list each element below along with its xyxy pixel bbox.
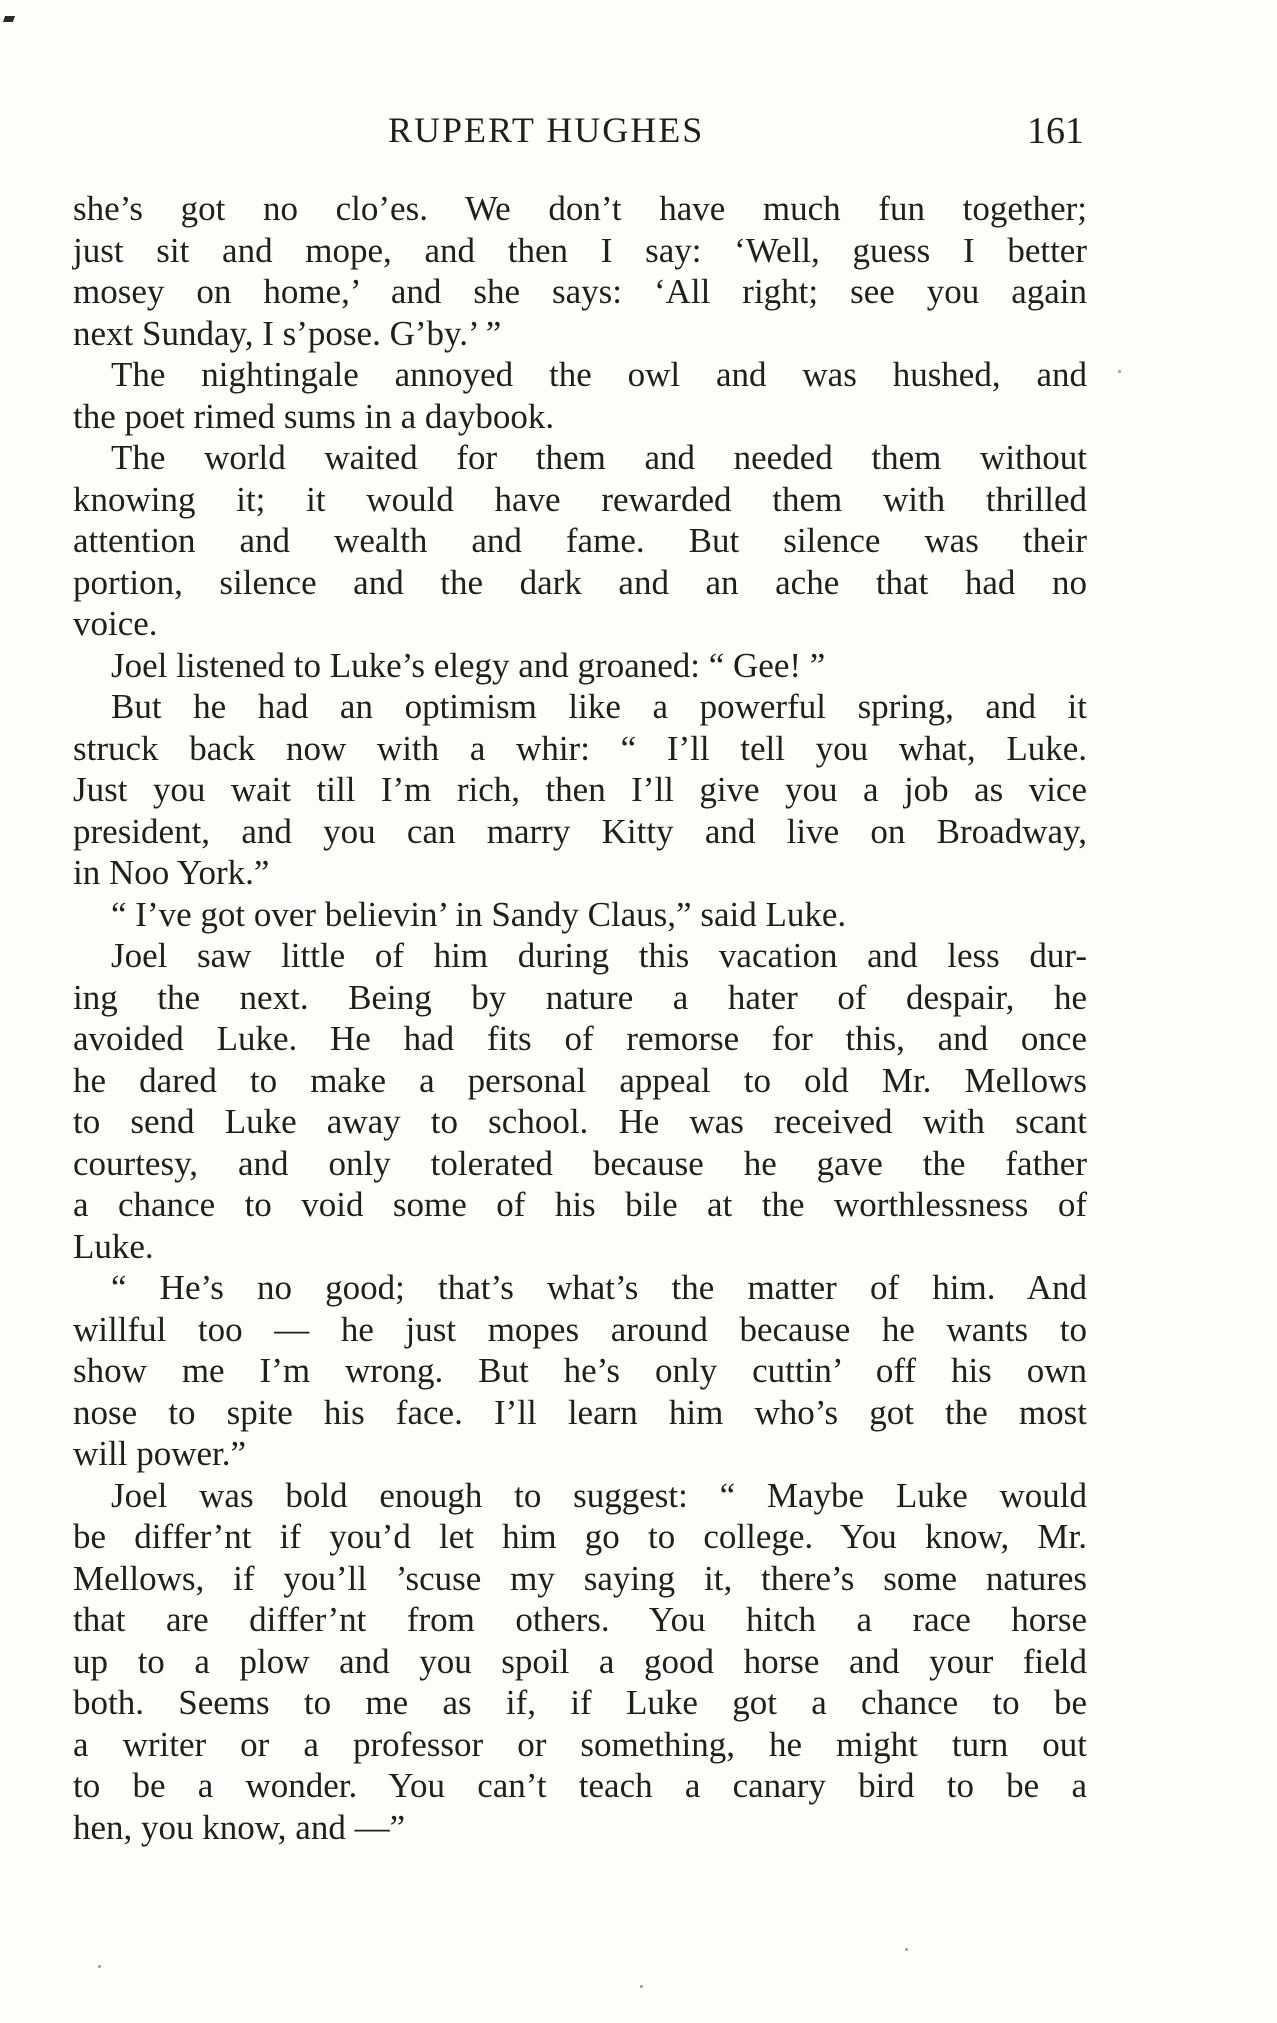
text-line: be differ’nt if you’d let him go to college. You know, Mr.	[73, 1517, 1087, 1556]
paper-speck	[1118, 370, 1121, 373]
text-line: she’s got no clo’es. We don’t have much fun together;	[73, 189, 1087, 228]
paper-speck	[98, 1965, 101, 1968]
text-line: willful too — he just mopes around because he wants to	[73, 1309, 1087, 1349]
text-line: attention and wealth and fame. But silence was their	[73, 521, 1087, 560]
text-line: Joel listened to Luke’s elegy and groaned: “ Gee! ”	[111, 645, 826, 685]
text-line: up to a plow and you spoil a good horse and your field	[73, 1641, 1087, 1681]
page-number: 161	[1027, 110, 1084, 152]
corner-mark	[3, 16, 15, 22]
text-line: both. Seems to me as if, if Luke got a chance to be	[73, 1683, 1087, 1722]
text-line: The nightingale annoyed the owl and was hushed, and	[111, 355, 1087, 394]
text-line: he dared to make a personal appeal to old Mr. Mellows	[73, 1060, 1087, 1100]
text-line: struck back now with a whir: “ I’ll tell you what, Luke.	[73, 728, 1087, 768]
text-line: to send Luke away to school. He was received with scant	[73, 1102, 1087, 1141]
text-line: hen, you know, and —”	[73, 1807, 406, 1847]
text-line: voice.	[73, 604, 158, 643]
text-line: president, and you can marry Kitty and live on Broadway,	[73, 811, 1087, 851]
text-line: ing the next. Being by nature a hater of despair, he	[73, 977, 1087, 1017]
text-line: knowing it; it would have rewarded them with thrilled	[73, 479, 1087, 519]
text-line: Luke.	[73, 1226, 154, 1266]
text-line: Joel was bold enough to suggest: “ Maybe Luke would	[111, 1475, 1087, 1515]
text-line: avoided Luke. He had fits of remorse for this, and once	[73, 1019, 1087, 1058]
text-line: show me I’m wrong. But he’s only cuttin’ off his own	[73, 1351, 1087, 1390]
text-line: the poet rimed sums in a daybook.	[73, 396, 555, 436]
text-line: portion, silence and the dark and an ache that had no	[73, 562, 1087, 602]
paper-speck	[640, 1985, 643, 1988]
text-line: just sit and mope, and then I say: ‘Well, guess I better	[73, 230, 1087, 270]
paper-speck	[905, 1948, 908, 1951]
text-line: “ He’s no good; that’s what’s the matter of him. And	[111, 1268, 1087, 1307]
running-title: RUPERT HUGHES	[388, 110, 705, 150]
text-line: courtesy, and only tolerated because he gave the father	[73, 1143, 1087, 1183]
text-line: But he had an optimism like a powerful spring, and it	[111, 687, 1087, 726]
text-line: to be a wonder. You can’t teach a canary bird to be a	[73, 1766, 1087, 1805]
text-line: nose to spite his face. I’ll learn him who’s got the most	[73, 1392, 1087, 1432]
text-line: a writer or a professor or something, he might turn out	[73, 1724, 1087, 1764]
text-line: a chance to void some of his bile at the worthlessness of	[73, 1185, 1087, 1224]
text-line: “ I’ve got over believin’ in Sandy Claus,” said Luke.	[111, 894, 847, 934]
text-line: in Noo York.”	[73, 853, 270, 892]
text-line: The world waited for them and needed them without	[111, 438, 1087, 477]
text-line: that are differ’nt from others. You hitch a race horse	[73, 1600, 1087, 1639]
text-line: next Sunday, I s’pose. G’by.’ ”	[73, 313, 502, 353]
text-line: Mellows, if you’ll ’scuse my saying it, there’s some natures	[73, 1558, 1087, 1598]
text-line: Joel saw little of him during this vacation and less dur-	[111, 936, 1087, 975]
text-line: will power.”	[73, 1434, 247, 1473]
text-line: mosey on home,’ and she says: ‘All right; see you again	[73, 272, 1087, 311]
text-line: Just you wait till I’m rich, then I’ll give you a job as vice	[73, 770, 1087, 809]
running-head	[74, 112, 1086, 172]
body-text	[73, 188, 1087, 1848]
